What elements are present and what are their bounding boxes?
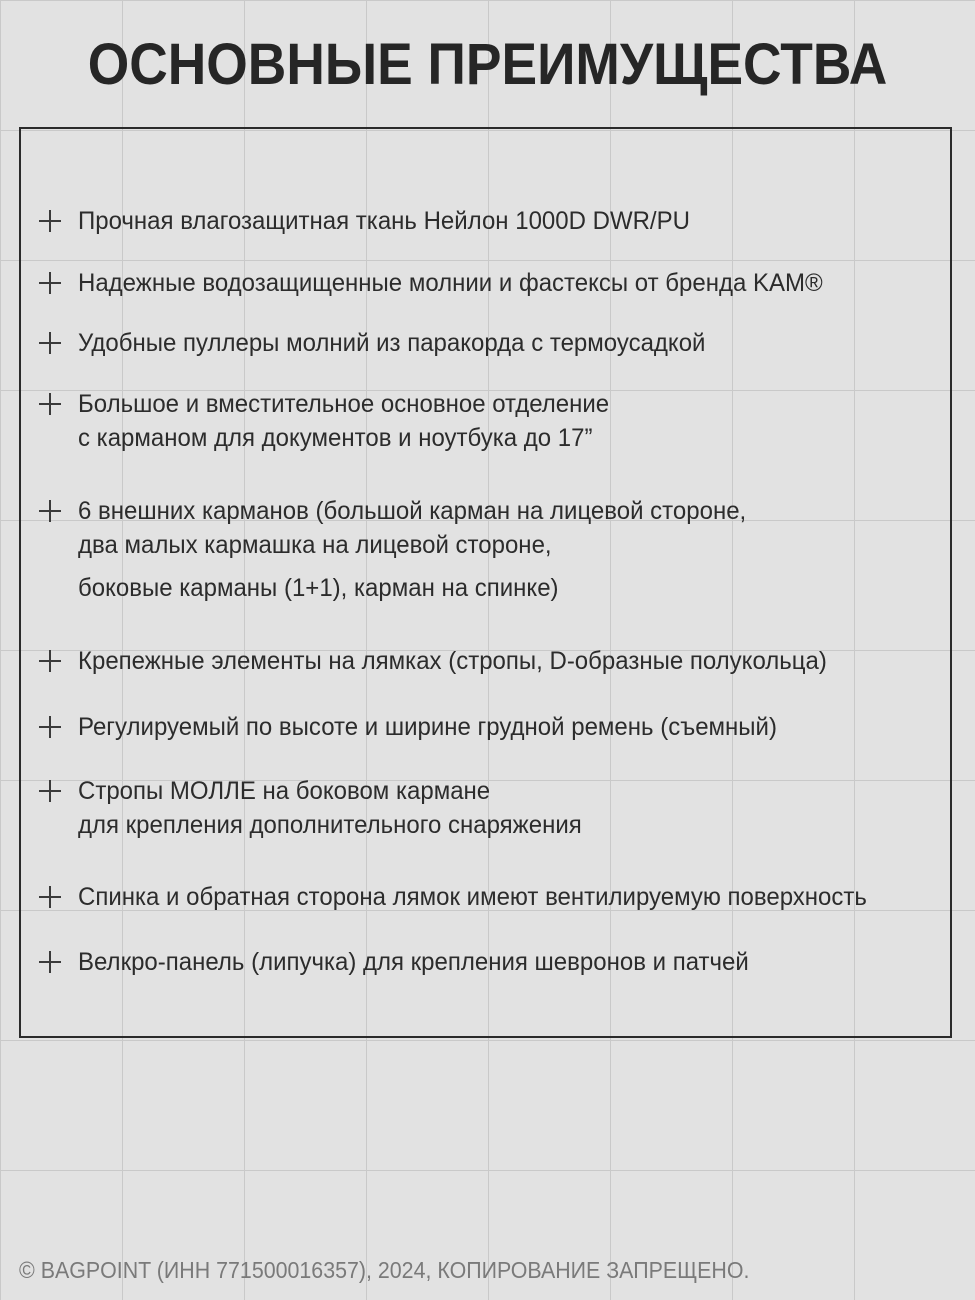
- feature-line: 6 внешних карманов (большой карман на лицевой стороне,: [78, 497, 747, 525]
- feature-line: Удобные пуллеры молний из паракорда с термоусадкой: [78, 329, 706, 357]
- feature-line: боковые карманы (1+1), карман на спинке): [78, 574, 559, 602]
- features-panel: [19, 127, 952, 1038]
- feature-line: для крепления дополнительного снаряжения: [78, 811, 582, 839]
- plus-icon: [39, 500, 61, 522]
- plus-icon: [39, 272, 61, 294]
- feature-line: с карманом для документов и ноутбука до 17”: [78, 424, 593, 452]
- feature-line: Прочная влагозащитная ткань Нейлон 1000D DWR/PU: [78, 207, 690, 235]
- copyright-footer: © BAGPOINT (ИНН 771500016357), 2024, КОПИРОВАНИЕ ЗАПРЕЩЕНО.: [19, 1257, 750, 1283]
- plus-icon: [39, 393, 61, 415]
- plus-icon: [39, 780, 61, 802]
- plus-icon: [39, 332, 61, 354]
- feature-line: Велкро-панель (липучка) для крепления шевронов и патчей: [78, 948, 749, 976]
- page-title: ОСНОВНЫЕ ПРЕИМУЩЕСТВА: [87, 32, 888, 97]
- feature-line: Стропы МОЛЛЕ на боковом кармане: [78, 777, 491, 805]
- plus-icon: [39, 716, 61, 738]
- feature-line: Надежные водозащищенные молнии и фастексы от бренда KAM®: [78, 269, 823, 297]
- plus-icon: [39, 886, 61, 908]
- plus-icon: [39, 951, 61, 973]
- plus-icon: [39, 210, 61, 232]
- feature-line: два малых кармашка на лицевой стороне,: [78, 531, 552, 559]
- feature-line: Большое и вместительное основное отделение: [78, 390, 610, 418]
- feature-line: Спинка и обратная сторона лямок имеют вентилируемую поверхность: [78, 883, 867, 911]
- feature-line: Крепежные элементы на лямках (стропы, D-образные полукольца): [78, 647, 827, 675]
- plus-icon: [39, 650, 61, 672]
- feature-line: Регулируемый по высоте и ширине грудной ремень (съемный): [78, 713, 777, 741]
